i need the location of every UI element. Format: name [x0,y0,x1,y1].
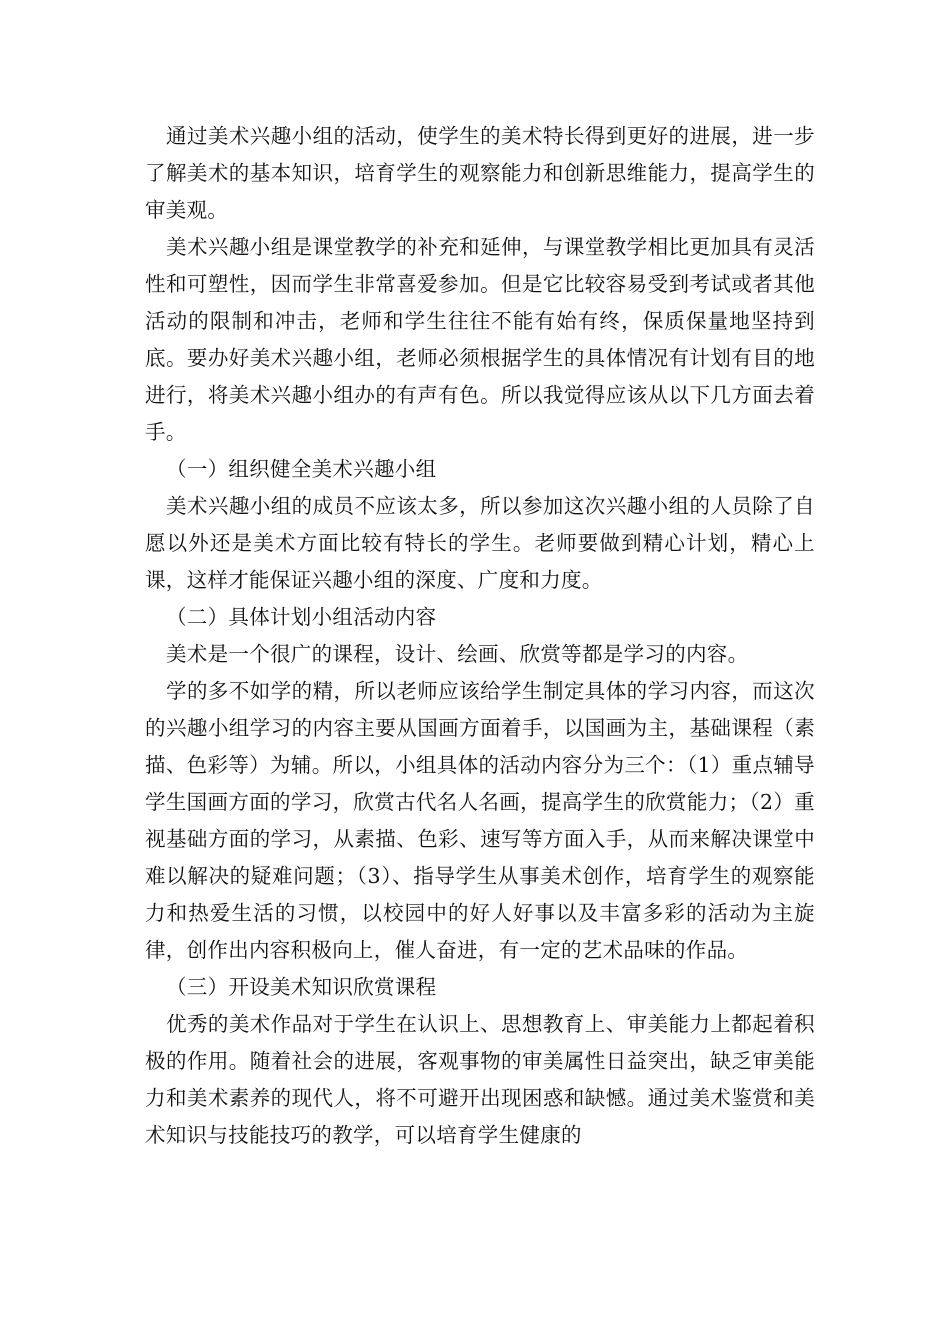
paragraph-section-2a: 美术是一个很广的课程，设计、绘画、欣赏等都是学习的内容。 [166,642,749,666]
section-heading-1: （一）组织健全美术兴趣小组 [166,457,437,481]
paragraph-section-2b: 学的多不如学的精，所以老师应该给学生制定具体的学习内容，而这次的兴趣小组学习的内容主要从国画方面着手，以国画为主，基础课程（素描、色彩等）为辅。所以，小组具体的活动内容分为三个：（1）重点辅导学生国画方面的学习，欣赏古代名人名画，提高学生的欣赏能力；（2）重视基础方面的学习，从素描、色彩、速写等方面入手，从而来解决课堂中难以解决的疑难问题；（3）、指导学生从事美术创作，培育学生的观察能力和热爱生活的习惯，以校园中的好人好事以及丰富多彩的活动为主旋律，创作出内容积极向上，催人奋进，有一定的艺术品味的作品。 [145,679,815,962]
document-page [145,118,815,1154]
paragraph-section-3: 优秀的美术作品对于学生在认识上、思想教育上、审美能力上都起着积极的作用。随着社会的进展，客观事物的审美属性日益突出，缺乏审美能力和美术素养的现代人，将不可避开出现困惑和缺憾。通过美术鉴赏和美术知识与技能技巧的教学，可以培育学生健康的 [145,1012,815,1147]
section-heading-3: （三）开设美术知识欣赏课程 [166,975,437,999]
paragraph-intro: 美术兴趣小组是课堂教学的补充和延伸，与课堂教学相比更加具有灵活性和可塑性，因而学生非常喜爱参加。但是它比较容易受到考试或者其他活动的限制和冲击，老师和学生往往不能有始有终，保质保量地坚持到底。要办好美术兴趣小组，老师必须根据学生的具体情况有计划有目的地进行，将美术兴趣小组办的有声有色。所以我觉得应该从以下几方面去着手。 [145,235,815,444]
section-heading-2: （二）具体计划小组活动内容 [166,605,437,629]
paragraph-section-1: 美术兴趣小组的成员不应该太多，所以参加这次兴趣小组的人员除了自愿以外还是美术方面比较有特长的学生。老师要做到精心计划，精心上课，这样才能保证兴趣小组的深度、广度和力度。 [145,494,815,592]
paragraph-purpose: 通过美术兴趣小组的活动，使学生的美术特长得到更好的进展，进一步了解美术的基本知识，培育学生的观察能力和创新思维能力，提高学生的审美观。 [145,124,815,222]
